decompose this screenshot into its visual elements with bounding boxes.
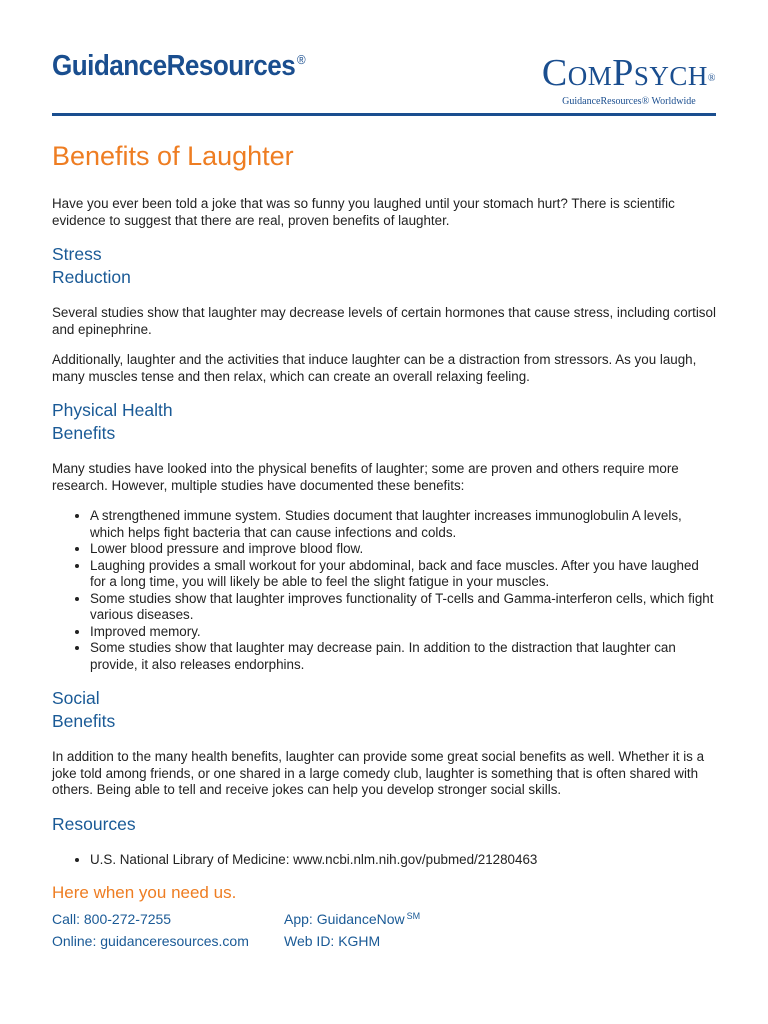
contact-column-left (52, 908, 284, 952)
physical-paragraph: Many studies have looked into the physical benefits of laughter; some are proven and others require more research. However, multiple studies have documented these benefits: (52, 461, 679, 493)
web-id: Web ID: KGHM (284, 933, 381, 949)
here-tagline: Here when you need us. (52, 883, 237, 902)
list-item: • Improved memory. (90, 624, 718, 641)
page-title: Benefits of Laughter (52, 141, 294, 171)
header-divider (52, 113, 716, 116)
physical-benefits-list (52, 508, 718, 673)
compsych-logo-om: OM (567, 61, 613, 91)
app-link[interactable]: App: GuidanceNow (284, 911, 405, 927)
guidanceresources-logo-text: GuidanceResources (52, 50, 296, 82)
list-item: • A strengthened immune system. Studies document that laughter increases immunoglobulin A levels, which helps fight bacteria that can cause infections and colds. (90, 508, 718, 541)
list-item: • Some studies show that laughter improves functionality of T-cells and Gamma-interferon cells, which fight various diseases. (90, 591, 718, 624)
compsych-logo-c: C (541, 52, 568, 94)
compsych-tagline: GuidanceResources® Worldwide (562, 96, 696, 107)
stress-paragraph-2: Additionally, laughter and the activities that induce laughter can be a distraction from stressors. As you laugh, many muscles tense and then relax, which can create an overall relaxing feeling. (52, 352, 697, 384)
stress-heading-line1: Stress (52, 244, 102, 264)
stress-heading-line2: Reduction (52, 267, 131, 287)
resource-link[interactable]: • U.S. National Library of Medicine: www.ncbi.nlm.nih.gov/pubmed/21280463 (90, 852, 718, 869)
social-paragraph: In addition to the many health benefits, laughter can provide some great social benefits as well. Whether it is a joke told among friends, or one shared in a large comedy club, laughter is something that is often shared with others. Being able to tell and receive jokes can help you develop stronger social skills. (52, 749, 705, 797)
document-body (52, 138, 718, 952)
stress-paragraph-1: Several studies show that laughter may decrease levels of certain hormones that cause stress, including cortisol and epinephrine. (52, 305, 716, 337)
guidanceresources-logo (52, 50, 305, 83)
call-link[interactable]: Call: 800-272-7255 (52, 911, 172, 927)
stress-heading (52, 243, 718, 289)
physical-heading (52, 399, 718, 445)
service-mark: SM (406, 911, 421, 921)
resources-list (52, 852, 718, 869)
list-item: • Lower blood pressure and improve blood flow. (90, 541, 718, 558)
registered-mark: ® (297, 52, 306, 67)
physical-heading-line1: Physical Health (52, 400, 173, 420)
compsych-logo-name (542, 54, 716, 95)
list-item: • Laughing provides a small workout for your abdominal, back and face muscles. After you have laughed for a long time, you will likely be able to feel the slight fatigue in your muscles. (90, 558, 718, 591)
list-item: • Some studies show that laughter may decrease pain. In addition to the distraction that laughter can provide, it also releases endorphins. (90, 640, 718, 673)
resources-heading (52, 813, 718, 836)
compsych-registered-mark: ® (707, 73, 716, 84)
social-heading-line1: Social (52, 688, 100, 708)
app-info (284, 908, 584, 930)
intro-paragraph: Have you ever been told a joke that was so funny you laughed until your stomach hurt? There is scientific evidence to suggest that there are real, proven benefits of laughter. (52, 196, 675, 228)
physical-heading-line2: Benefits (52, 423, 116, 443)
compsych-logo-sych: SYCH (633, 61, 708, 91)
social-heading-line2: Benefits (52, 711, 116, 731)
contact-info (52, 908, 718, 952)
compsych-logo-p: P (612, 52, 634, 94)
social-heading (52, 687, 718, 733)
contact-column-right (284, 908, 584, 952)
resources-heading-text: Resources (52, 813, 136, 834)
compsych-logo (542, 54, 716, 108)
page-header (0, 0, 768, 118)
online-link[interactable]: Online: guidanceresources.com (52, 933, 249, 949)
